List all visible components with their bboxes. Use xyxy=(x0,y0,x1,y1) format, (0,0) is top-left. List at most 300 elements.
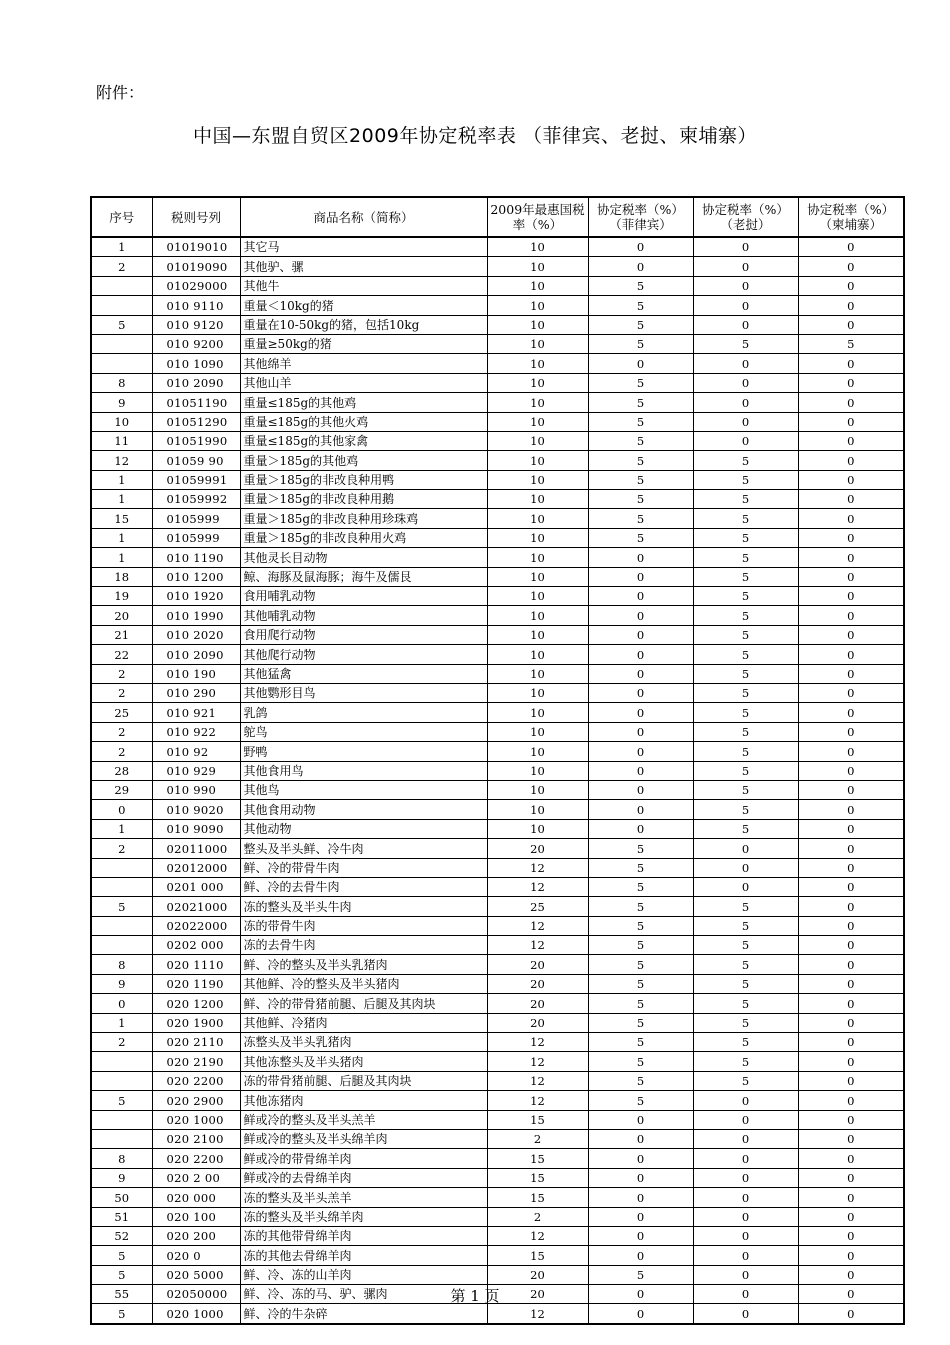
cell-rate-laos: 5 xyxy=(693,994,798,1013)
cell-tariff-code: 010 2090 xyxy=(152,645,240,664)
cell-index: 0 xyxy=(91,800,152,819)
cell-rate-philippines: 0 xyxy=(588,567,693,586)
table-row xyxy=(91,1304,904,1324)
cell-index xyxy=(91,877,152,896)
cell-index: 2 xyxy=(91,257,152,276)
cell-tariff-code: 010 1990 xyxy=(152,606,240,625)
cell-tariff-code: 010 2090 xyxy=(152,373,240,392)
cell-rate-philippines: 0 xyxy=(588,742,693,761)
cell-tariff-code: 020 1000 xyxy=(152,1304,240,1324)
cell-tariff-code: 02021000 xyxy=(152,897,240,916)
cell-rate-cambodia: 0 xyxy=(798,1052,904,1071)
cell-rate-laos: 0 xyxy=(693,858,798,877)
cell-rate-philippines: 0 xyxy=(588,645,693,664)
cell-rate-laos: 5 xyxy=(693,509,798,528)
cell-rate-philippines: 5 xyxy=(588,936,693,955)
table-row xyxy=(91,1052,904,1071)
cell-tariff-code: 020 2100 xyxy=(152,1129,240,1148)
table-row xyxy=(91,722,904,741)
cell-rate-cambodia: 0 xyxy=(798,664,904,683)
cell-rate-philippines: 0 xyxy=(588,1110,693,1129)
cell-rate-cambodia: 0 xyxy=(798,393,904,412)
cell-product-name: 重量＞185g的非改良种用鹅 xyxy=(240,490,487,509)
cell-index: 12 xyxy=(91,451,152,470)
cell-mfn-rate: 10 xyxy=(487,780,588,799)
cell-rate-laos: 5 xyxy=(693,936,798,955)
cell-index: 18 xyxy=(91,567,152,586)
cell-rate-laos: 0 xyxy=(693,1246,798,1265)
table-row xyxy=(91,877,904,896)
cell-tariff-code: 010 1200 xyxy=(152,567,240,586)
cell-rate-philippines: 5 xyxy=(588,994,693,1013)
cell-rate-philippines: 5 xyxy=(588,1265,693,1284)
cell-rate-cambodia: 0 xyxy=(798,1304,904,1324)
cell-rate-cambodia: 0 xyxy=(798,315,904,334)
cell-rate-cambodia: 0 xyxy=(798,877,904,896)
cell-index: 2 xyxy=(91,664,152,683)
cell-mfn-rate: 10 xyxy=(487,431,588,450)
cell-index: 8 xyxy=(91,955,152,974)
table-row xyxy=(91,1265,904,1284)
cell-tariff-code: 010 1090 xyxy=(152,354,240,373)
cell-rate-cambodia: 0 xyxy=(798,1129,904,1148)
cell-rate-cambodia: 0 xyxy=(798,703,904,722)
cell-rate-cambodia: 0 xyxy=(798,1188,904,1207)
cell-rate-cambodia: 0 xyxy=(798,1110,904,1129)
cell-mfn-rate: 10 xyxy=(487,819,588,838)
cell-rate-philippines: 5 xyxy=(588,1091,693,1110)
cell-product-name: 冻的整头及半头绵羊肉 xyxy=(240,1207,487,1226)
cell-product-name: 重量≤185g的其他家禽 xyxy=(240,431,487,450)
cell-rate-cambodia: 0 xyxy=(798,1285,904,1304)
cell-mfn-rate: 10 xyxy=(487,528,588,547)
cell-tariff-code: 01051290 xyxy=(152,412,240,431)
table-row xyxy=(91,606,904,625)
cell-tariff-code: 01019090 xyxy=(152,257,240,276)
cell-index: 22 xyxy=(91,645,152,664)
cell-mfn-rate: 25 xyxy=(487,897,588,916)
cell-index: 1 xyxy=(91,1013,152,1032)
cell-index: 21 xyxy=(91,625,152,644)
cell-product-name: 重量在10-50kg的猪，包括10kg xyxy=(240,315,487,334)
table-row xyxy=(91,664,904,683)
cell-index: 5 xyxy=(91,1091,152,1110)
cell-mfn-rate: 10 xyxy=(487,490,588,509)
cell-rate-laos: 5 xyxy=(693,587,798,606)
cell-mfn-rate: 10 xyxy=(487,567,588,586)
cell-tariff-code: 020 1900 xyxy=(152,1013,240,1032)
cell-index: 28 xyxy=(91,761,152,780)
cell-product-name: 冻的其他带骨绵羊肉 xyxy=(240,1226,487,1245)
cell-rate-cambodia: 0 xyxy=(798,761,904,780)
cell-rate-philippines: 0 xyxy=(588,1188,693,1207)
cell-tariff-code: 010 92 xyxy=(152,742,240,761)
cell-index: 2 xyxy=(91,683,152,702)
cell-mfn-rate: 12 xyxy=(487,1071,588,1090)
table-row xyxy=(91,780,904,799)
cell-product-name: 重量＞185g的其他鸡 xyxy=(240,451,487,470)
cell-rate-philippines: 0 xyxy=(588,257,693,276)
cell-tariff-code: 010 1190 xyxy=(152,548,240,567)
cell-mfn-rate: 10 xyxy=(487,625,588,644)
cell-product-name: 其他鸟 xyxy=(240,780,487,799)
cell-rate-philippines: 0 xyxy=(588,1168,693,1187)
cell-index: 5 xyxy=(91,1304,152,1324)
col-header-rate-laos: 协定税率（%）（老挝） xyxy=(693,197,798,237)
cell-index: 0 xyxy=(91,994,152,1013)
attachment-label: 附件： xyxy=(96,83,145,102)
cell-rate-philippines: 0 xyxy=(588,606,693,625)
table-header-row xyxy=(91,197,904,237)
cell-rate-laos: 0 xyxy=(693,257,798,276)
cell-product-name: 重量＜10kg的猪 xyxy=(240,296,487,315)
cell-rate-philippines: 5 xyxy=(588,431,693,450)
cell-product-name: 鲜、冷的去骨牛肉 xyxy=(240,877,487,896)
cell-index: 1 xyxy=(91,470,152,489)
cell-index: 51 xyxy=(91,1207,152,1226)
cell-rate-philippines: 5 xyxy=(588,1013,693,1032)
cell-rate-philippines: 5 xyxy=(588,393,693,412)
cell-mfn-rate: 2 xyxy=(487,1207,588,1226)
cell-rate-laos: 0 xyxy=(693,1226,798,1245)
cell-product-name: 鲜、冷的带骨牛肉 xyxy=(240,858,487,877)
table-row xyxy=(91,276,904,295)
cell-rate-cambodia: 0 xyxy=(798,373,904,392)
cell-mfn-rate: 20 xyxy=(487,1013,588,1032)
cell-mfn-rate: 10 xyxy=(487,800,588,819)
cell-tariff-code: 010 9020 xyxy=(152,800,240,819)
cell-rate-laos: 5 xyxy=(693,548,798,567)
cell-product-name: 其他灵长目动物 xyxy=(240,548,487,567)
cell-index xyxy=(91,334,152,353)
col-header-tariff-code: 税则号列 xyxy=(152,197,240,237)
cell-tariff-code: 020 2 00 xyxy=(152,1168,240,1187)
table-row xyxy=(91,451,904,470)
cell-rate-laos: 0 xyxy=(693,1149,798,1168)
cell-product-name: 鲜或冷的去骨绵羊肉 xyxy=(240,1168,487,1187)
col-header-product-name: 商品名称（简称） xyxy=(240,197,487,237)
cell-index: 9 xyxy=(91,1168,152,1187)
cell-product-name: 鲜、冷的整头及半头乳猪肉 xyxy=(240,955,487,974)
cell-rate-cambodia: 0 xyxy=(798,839,904,858)
cell-index: 5 xyxy=(91,1246,152,1265)
cell-rate-philippines: 5 xyxy=(588,334,693,353)
cell-rate-laos: 0 xyxy=(693,412,798,431)
cell-mfn-rate: 12 xyxy=(487,936,588,955)
cell-rate-cambodia: 0 xyxy=(798,1149,904,1168)
cell-rate-laos: 0 xyxy=(693,1188,798,1207)
cell-mfn-rate: 10 xyxy=(487,451,588,470)
cell-mfn-rate: 20 xyxy=(487,1285,588,1304)
cell-index: 9 xyxy=(91,393,152,412)
cell-tariff-code: 010 2020 xyxy=(152,625,240,644)
col-header-rate-philippines: 协定税率（%）（菲律宾） xyxy=(588,197,693,237)
table-row xyxy=(91,393,904,412)
table-row xyxy=(91,1246,904,1265)
cell-rate-laos: 5 xyxy=(693,703,798,722)
cell-product-name: 食用哺乳动物 xyxy=(240,587,487,606)
cell-index: 19 xyxy=(91,587,152,606)
cell-product-name: 野鸭 xyxy=(240,742,487,761)
table-row xyxy=(91,1110,904,1129)
cell-tariff-code: 020 1110 xyxy=(152,955,240,974)
cell-mfn-rate: 10 xyxy=(487,587,588,606)
cell-rate-philippines: 5 xyxy=(588,839,693,858)
cell-product-name: 其他动物 xyxy=(240,819,487,838)
cell-mfn-rate: 10 xyxy=(487,412,588,431)
cell-tariff-code: 010 921 xyxy=(152,703,240,722)
cell-product-name: 其他绵羊 xyxy=(240,354,487,373)
table-row xyxy=(91,703,904,722)
cell-mfn-rate: 10 xyxy=(487,722,588,741)
cell-rate-cambodia: 0 xyxy=(798,1033,904,1052)
cell-index: 8 xyxy=(91,373,152,392)
cell-rate-laos: 5 xyxy=(693,742,798,761)
cell-mfn-rate: 15 xyxy=(487,1188,588,1207)
table-row xyxy=(91,587,904,606)
cell-rate-philippines: 0 xyxy=(588,354,693,373)
cell-rate-cambodia: 0 xyxy=(798,528,904,547)
cell-rate-cambodia: 0 xyxy=(798,451,904,470)
cell-tariff-code: 02022000 xyxy=(152,916,240,935)
cell-mfn-rate: 10 xyxy=(487,296,588,315)
cell-index: 50 xyxy=(91,1188,152,1207)
cell-product-name: 其他牛 xyxy=(240,276,487,295)
cell-tariff-code: 01059991 xyxy=(152,470,240,489)
cell-index: 1 xyxy=(91,528,152,547)
cell-product-name: 鲜、冷、冻的山羊肉 xyxy=(240,1265,487,1284)
table-row xyxy=(91,1013,904,1032)
table-row xyxy=(91,296,904,315)
table-row xyxy=(91,315,904,334)
table-row xyxy=(91,994,904,1013)
cell-product-name: 鲜、冷的牛杂碎 xyxy=(240,1304,487,1324)
cell-index xyxy=(91,1071,152,1090)
cell-rate-laos: 5 xyxy=(693,955,798,974)
cell-mfn-rate: 10 xyxy=(487,393,588,412)
cell-tariff-code: 020 0 xyxy=(152,1246,240,1265)
table-row xyxy=(91,1188,904,1207)
cell-tariff-code: 020 1200 xyxy=(152,994,240,1013)
cell-product-name: 鲸、海豚及鼠海豚；海牛及儒艮 xyxy=(240,567,487,586)
cell-rate-laos: 5 xyxy=(693,1071,798,1090)
cell-mfn-rate: 10 xyxy=(487,334,588,353)
cell-rate-cambodia: 0 xyxy=(798,742,904,761)
cell-rate-laos: 0 xyxy=(693,1285,798,1304)
cell-mfn-rate: 12 xyxy=(487,1304,588,1324)
cell-rate-cambodia: 0 xyxy=(798,1246,904,1265)
cell-rate-cambodia: 0 xyxy=(798,780,904,799)
cell-mfn-rate: 10 xyxy=(487,742,588,761)
table-row xyxy=(91,567,904,586)
cell-rate-cambodia: 0 xyxy=(798,916,904,935)
cell-tariff-code: 02011000 xyxy=(152,839,240,858)
cell-rate-cambodia: 0 xyxy=(798,1226,904,1245)
table-row xyxy=(91,490,904,509)
cell-rate-laos: 5 xyxy=(693,916,798,935)
cell-rate-laos: 5 xyxy=(693,334,798,353)
cell-rate-laos: 5 xyxy=(693,1033,798,1052)
cell-tariff-code: 020 2900 xyxy=(152,1091,240,1110)
cell-rate-laos: 5 xyxy=(693,722,798,741)
table-row xyxy=(91,237,904,257)
cell-index: 2 xyxy=(91,722,152,741)
cell-rate-cambodia: 0 xyxy=(798,1265,904,1284)
cell-tariff-code: 010 929 xyxy=(152,761,240,780)
cell-product-name: 其他冻整头及半头猪肉 xyxy=(240,1052,487,1071)
cell-tariff-code: 010 190 xyxy=(152,664,240,683)
cell-rate-laos: 0 xyxy=(693,1304,798,1324)
cell-rate-laos: 5 xyxy=(693,761,798,780)
cell-rate-philippines: 5 xyxy=(588,858,693,877)
cell-index: 2 xyxy=(91,1033,152,1052)
cell-rate-philippines: 5 xyxy=(588,470,693,489)
cell-tariff-code: 020 2200 xyxy=(152,1149,240,1168)
cell-product-name: 冻的其他去骨绵羊肉 xyxy=(240,1246,487,1265)
cell-rate-cambodia: 0 xyxy=(798,606,904,625)
cell-rate-laos: 0 xyxy=(693,1207,798,1226)
table-row xyxy=(91,373,904,392)
cell-rate-philippines: 5 xyxy=(588,276,693,295)
cell-product-name: 冻的带骨牛肉 xyxy=(240,916,487,935)
cell-index xyxy=(91,1052,152,1071)
cell-index: 55 xyxy=(91,1285,152,1304)
cell-mfn-rate: 10 xyxy=(487,354,588,373)
cell-mfn-rate: 10 xyxy=(487,276,588,295)
table-row xyxy=(91,528,904,547)
cell-tariff-code: 020 2110 xyxy=(152,1033,240,1052)
cell-rate-philippines: 0 xyxy=(588,1226,693,1245)
cell-rate-philippines: 5 xyxy=(588,1052,693,1071)
cell-index: 5 xyxy=(91,1265,152,1284)
cell-rate-laos: 0 xyxy=(693,276,798,295)
cell-mfn-rate: 20 xyxy=(487,839,588,858)
cell-rate-cambodia: 0 xyxy=(798,800,904,819)
cell-rate-laos: 0 xyxy=(693,431,798,450)
cell-rate-cambodia: 0 xyxy=(798,1071,904,1090)
cell-tariff-code: 010 9200 xyxy=(152,334,240,353)
cell-rate-philippines: 5 xyxy=(588,509,693,528)
cell-rate-laos: 5 xyxy=(693,470,798,489)
cell-index: 15 xyxy=(91,509,152,528)
cell-tariff-code: 010 9090 xyxy=(152,819,240,838)
cell-tariff-code: 010 290 xyxy=(152,683,240,702)
table-row xyxy=(91,761,904,780)
cell-tariff-code: 0105999 xyxy=(152,509,240,528)
cell-index: 5 xyxy=(91,897,152,916)
cell-mfn-rate: 10 xyxy=(487,703,588,722)
cell-index xyxy=(91,1110,152,1129)
cell-tariff-code: 020 2200 xyxy=(152,1071,240,1090)
cell-rate-laos: 5 xyxy=(693,664,798,683)
cell-rate-philippines: 5 xyxy=(588,877,693,896)
cell-product-name: 其他爬行动物 xyxy=(240,645,487,664)
cell-rate-philippines: 0 xyxy=(588,1207,693,1226)
cell-tariff-code: 010 990 xyxy=(152,780,240,799)
cell-product-name: 冻的带骨猪前腿、后腿及其肉块 xyxy=(240,1071,487,1090)
table-row xyxy=(91,839,904,858)
table-row xyxy=(91,916,904,935)
cell-product-name: 其他鲜、冷的整头及半头猪肉 xyxy=(240,974,487,993)
cell-index: 5 xyxy=(91,315,152,334)
cell-tariff-code: 010 922 xyxy=(152,722,240,741)
cell-rate-laos: 5 xyxy=(693,625,798,644)
cell-rate-philippines: 0 xyxy=(588,1285,693,1304)
cell-product-name: 其他食用动物 xyxy=(240,800,487,819)
cell-rate-laos: 5 xyxy=(693,683,798,702)
cell-product-name: 其他哺乳动物 xyxy=(240,606,487,625)
cell-rate-laos: 0 xyxy=(693,315,798,334)
table-row xyxy=(91,470,904,489)
cell-rate-cambodia: 0 xyxy=(798,412,904,431)
cell-mfn-rate: 12 xyxy=(487,877,588,896)
cell-rate-laos: 5 xyxy=(693,974,798,993)
cell-rate-philippines: 0 xyxy=(588,722,693,741)
cell-tariff-code: 020 2190 xyxy=(152,1052,240,1071)
cell-rate-cambodia: 0 xyxy=(798,567,904,586)
cell-mfn-rate: 10 xyxy=(487,548,588,567)
cell-product-name: 重量＞185g的非改良种用火鸡 xyxy=(240,528,487,547)
cell-index: 1 xyxy=(91,490,152,509)
cell-index: 8 xyxy=(91,1149,152,1168)
cell-rate-philippines: 5 xyxy=(588,490,693,509)
cell-rate-laos: 5 xyxy=(693,645,798,664)
table-row xyxy=(91,334,904,353)
cell-index: 29 xyxy=(91,780,152,799)
cell-mfn-rate: 12 xyxy=(487,1033,588,1052)
col-header-rate-cambodia: 协定税率（%）（柬埔寨） xyxy=(798,197,904,237)
cell-rate-laos: 0 xyxy=(693,839,798,858)
cell-rate-philippines: 0 xyxy=(588,1129,693,1148)
cell-rate-laos: 5 xyxy=(693,567,798,586)
cell-mfn-rate: 20 xyxy=(487,1265,588,1284)
cell-tariff-code: 01029000 xyxy=(152,276,240,295)
cell-rate-cambodia: 0 xyxy=(798,509,904,528)
cell-tariff-code: 010 9120 xyxy=(152,315,240,334)
cell-index: 9 xyxy=(91,974,152,993)
cell-rate-cambodia: 0 xyxy=(798,354,904,373)
cell-rate-cambodia: 0 xyxy=(798,858,904,877)
cell-product-name: 鸵鸟 xyxy=(240,722,487,741)
cell-mfn-rate: 20 xyxy=(487,955,588,974)
cell-rate-philippines: 5 xyxy=(588,373,693,392)
cell-index: 11 xyxy=(91,431,152,450)
cell-tariff-code: 0202 000 xyxy=(152,936,240,955)
cell-tariff-code: 010 1920 xyxy=(152,587,240,606)
cell-mfn-rate: 15 xyxy=(487,1110,588,1129)
cell-product-name: 整头及半头鲜、冷牛肉 xyxy=(240,839,487,858)
cell-product-name: 鲜、冷、冻的马、驴、骡肉 xyxy=(240,1285,487,1304)
cell-product-name: 其他鹦形目鸟 xyxy=(240,683,487,702)
table-row xyxy=(91,1149,904,1168)
cell-rate-laos: 5 xyxy=(693,780,798,799)
table-row xyxy=(91,1207,904,1226)
cell-index: 20 xyxy=(91,606,152,625)
cell-rate-cambodia: 0 xyxy=(798,683,904,702)
cell-mfn-rate: 15 xyxy=(487,1246,588,1265)
cell-rate-laos: 5 xyxy=(693,490,798,509)
cell-rate-laos: 0 xyxy=(693,354,798,373)
table-row xyxy=(91,742,904,761)
table-row xyxy=(91,645,904,664)
cell-rate-cambodia: 0 xyxy=(798,645,904,664)
cell-mfn-rate: 12 xyxy=(487,1091,588,1110)
cell-product-name: 其他冻猪肉 xyxy=(240,1091,487,1110)
table-row xyxy=(91,431,904,450)
cell-index xyxy=(91,1129,152,1148)
cell-tariff-code: 020 1190 xyxy=(152,974,240,993)
table-row xyxy=(91,1091,904,1110)
